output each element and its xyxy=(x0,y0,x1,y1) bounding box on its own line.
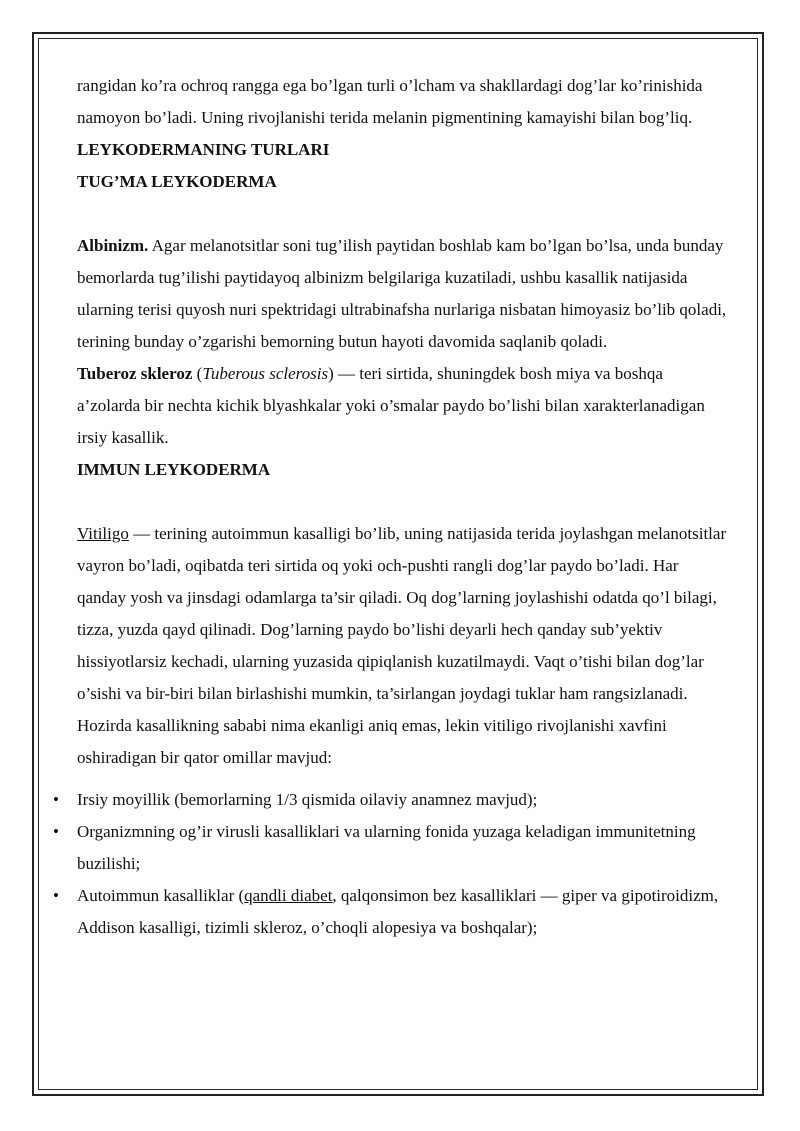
spacer xyxy=(77,486,727,518)
tuberoz-term: Tuberoz skleroz xyxy=(77,364,193,383)
heading-congenital-leukoderma: TUG’MA LEYKODERMA xyxy=(77,172,277,191)
albinizm-term: Albinizm. xyxy=(77,236,149,255)
list-item-text: Autoimmun kasalliklar ( xyxy=(77,886,245,905)
heading-immune-leukoderma: IMMUN LEYKODERMA xyxy=(77,460,271,479)
list-item-text: Irsiy moyillik (bemorlarning 1/3 qismida oilaviy anamnez mavjud); xyxy=(77,790,538,809)
vitiligo-paragraph xyxy=(77,518,727,774)
spacer xyxy=(77,198,727,230)
tuberoz-open-paren: ( xyxy=(192,364,203,383)
list-item xyxy=(53,880,727,944)
tuberoz-latin-name: Tuberous sclerosis xyxy=(202,364,329,383)
risk-factors-list xyxy=(53,784,727,944)
diabetes-link[interactable]: qandli diabet xyxy=(244,886,333,905)
list-item-text: Organizmning og’ir virusli kasalliklari va ularning fonida yuzaga keladigan immunitetning buzilishi; xyxy=(77,822,696,873)
tuberoz-text: ) — teri sirtida, shuningdek bosh miya va boshqa a’zolarda bir nechta kichik blyashkalar yoki o’smalar paydo bo’lishi bilan xarakterlanadigan irsiy kasallik. xyxy=(77,364,705,447)
list-item xyxy=(53,816,727,880)
bullet-icon: • xyxy=(53,886,59,905)
heading-leykoderma-types: LEYKODERMANING TURLARI xyxy=(77,140,330,159)
tuberoz-paragraph xyxy=(77,358,727,454)
bullet-icon: • xyxy=(53,822,59,841)
list-item-text: , qalqonsimon bez kasalliklari — giper va gipotiroidizm, Addison kasalligi, tizimli skleroz, o’choqli alopesiya va boshqalar); xyxy=(77,886,719,937)
list-item xyxy=(53,784,727,816)
vitiligo-text: — terining autoimmun kasalligi bo’lib, uning natijasida terida joylashgan melanotsitlar vayron bo’ladi, oqibatda teri sirtida oq yoki och-pushti rangli dog’lar paydo bo’ladi. Har qanday yosh va jinsdagi odamlarga ta’sir qiladi. Oq dog’larning joylashishi odatda qo’l bilagi, tizza, yuzda qayd qilinadi. Dog’larning paydo bo’lishi deyarli hech qanday sub’yektiv hissiyotlarsiz kechadi, ularning yuzasida qipiqlanish kuzatilmaydi. Vaqt o’tishi bilan dog’lar o’sishi va bir-biri bilan birlashishi mumkin, ta’sirlangan joydagi tuklar ham rangsizlanadi. Hozirda kasallikning sababi nima ekanligi aniq emas, lekin vitiligo rivojlanishi xavfini oshiradigan bir qator omillar mavjud: xyxy=(77,524,727,767)
document-body xyxy=(53,70,727,944)
vitiligo-link[interactable]: Vitiligo xyxy=(77,524,129,543)
albinizm-text: Agar melanotsitlar soni tug’ilish paytidan boshlab kam bo’lgan bo’lsa, unda bunday bemorlarda tug’ilishi paytidayoq albinizm belgilariga kuzatiladi, ushbu kasallik natijasida ularning terisi quyosh nuri spektridagi ultrabinafsha nurlariga nisbatan himoyasiz bo’lib qoladi, terining bunday o’zgarishi bemorning butun hayoti davomida saqlanib qoladi. xyxy=(77,236,727,351)
bullet-icon: • xyxy=(53,790,59,809)
intro-paragraph: rangidan ko’ra ochroq rangga ega bo’lgan turli o’lcham va shakllardagi dog’lar ko’rinishida namoyon bo’ladi. Uning rivojlanishi terida melanin pigmentining kamayishi bilan bog’liq. xyxy=(77,76,703,127)
albinizm-paragraph xyxy=(77,230,727,358)
